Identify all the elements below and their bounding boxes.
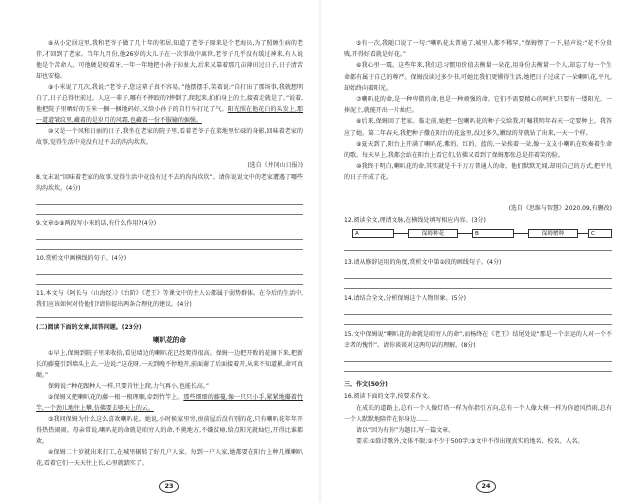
underlined-sentence: 阳光照在他花白的头发上,那一道道皱纹里,藏着的是岁月的风霜,也藏着一份不服输的倔强。: [36, 106, 303, 124]
morning-glory-article-part-1: [36, 348, 303, 469]
composition-task: 请以“因为有你”为题目,写一篇文章。: [356, 427, 455, 434]
answer-line: [344, 324, 612, 325]
paragraph-10: ⑩又是一个风和日丽的日子,我坐在老家的院子里,看着老爷子在菜地里忙碌的身影,回味着老家的故事,觉得生活中竟没有过不去的沟沟坎坎。: [36, 128, 303, 146]
answer-line: [344, 278, 612, 279]
paragraph-2: [36, 392, 303, 414]
paragraph-3: ③我问保姆为什么这么喜欢喇叭花。她说,小时候家里穷,房前屋后没有别的花,只有喇叭花年年开得热热闹闹。母亲常说,喇叭花的命就是咱穷人的命,不挑地方,不嫌贫瘠,给点阳光就灿烂,开得比谁都欢。: [36, 416, 303, 445]
question-9: 9.文章⑤⑨两段写小米的话,有什么作用?(4分): [36, 220, 157, 227]
page-gutter: [318, 0, 322, 502]
composition-prompt-text: 在成长的道路上,总有一个人像灯塔一样为你指引方向,总有一个人像大树一样为你遮风挡雨,总有一个人默默地陪伴在你身边……: [344, 405, 612, 423]
paragraph-8: ⑧从小定居这里,我和老爷子做了几十年的邻居,知道了老爷子原来是个老海员,为了照顾生病的老伴,才回到了老家。当年九月份,他26岁的大儿子在一次事故中离世,老爷子几乎没有缓过神来,有人说他是个苦命人。可他硬是咬着牙,一年一年地把小孙子拉扯大,后来又靠着那几亩薄田过日子,日子清苦却也安稳。: [36, 40, 303, 80]
article-source: (选自《思维与智慧》2020.09,有删改): [508, 205, 612, 212]
answer-line: [344, 371, 612, 372]
question-8: 8.文末说“回味着老家的故事,觉得生活中竟没有过不去的沟沟坎坎”。请你说说文中的老家遭遇了哪些沟沟坎坎。(4分): [36, 174, 303, 192]
question-10: 10.赏析文中画横线的句子。(4分): [36, 255, 127, 262]
paragraph-9: ⑨夏天到了,阳台上开满了喇叭花,紫的、红的、蓝的,一朵挨着一朵,像一支支小喇叭在吹奏着生命的歌。每天早上,我都会站在阳台上看它们,仿佛又看到了保姆那张总是挂着笑的脸。: [344, 140, 612, 160]
answer-line: [344, 361, 612, 362]
answer-line: [344, 314, 612, 315]
flow-connector: [514, 233, 528, 234]
answer-line: [36, 204, 303, 205]
morning-glory-article-part-2: [344, 38, 612, 184]
paragraph-1: ①早上,保姆到院子里来收拾,看见墙边的喇叭花已经爬得很高。保姆一边把开败的花摘下来,把新长的藤蔓引到墙头上去,一边说:“这花呀,一天到晚不停地开,前面谢了后面接着开,从来不知道累,命可真硬。”: [36, 350, 303, 379]
answer-line: [36, 239, 303, 240]
page-number: 24: [476, 480, 496, 493]
answer-line: [36, 249, 303, 250]
answer-line: [36, 214, 303, 215]
paragraph-8: ⑧后来,保姆回了老家。临走前,她把一包喇叭花的种子交给我,叮嘱我明年春天一定要种上。我答应了她。第二年春天,我把种子撒在阳台的花盆里,没过多久,嫩绿的芽就钻了出来,一天一个样。: [344, 118, 612, 137]
composition-heading: 三、作文(50分): [344, 381, 388, 388]
flow-step-1: 保姆种花: [408, 229, 458, 238]
flow-step-2: 保姆赠种: [528, 229, 578, 238]
paragraph-4: ④保姆二十岁就出来打工,在城里辗转了好几户人家。每到一户人家,她都要在阳台上种几棵喇叭花,看着它们一天天往上长,心里就踏实了。: [36, 449, 303, 467]
paragraph-2-text: ②保姆又把喇叭花的藤一根一根理顺,牵到竹竿上。: [48, 394, 184, 401]
page-number: 23: [159, 480, 179, 493]
paragraph-10: ⑩我终于明白,喇叭花的命,其实就是千千万万普通人的命。他们默默无闻,却用自己的方式,把平凡的日子开成了花。: [344, 163, 612, 182]
article-title: 喇叭花的命: [153, 336, 186, 344]
section-two-heading: (二)阅读下面的文章,回答问题。(23分): [36, 324, 142, 331]
question-11: 11.本文与《阿长与〈山海经〉》《台阶》《老王》等课文中的主人公都属于弱势群体。在今后的生活中,我们应该如何对待他们?请你提出两条合理化的建议。(4分): [36, 290, 303, 308]
paragraph-1-quote: 保姆说:“种花跟种人一样,只要肯往上爬,力气再小,也能长高。”: [48, 383, 209, 390]
flow-box-b: B: [472, 229, 514, 238]
answer-line: [36, 284, 303, 285]
flow-box-c: C: [588, 229, 612, 238]
question-14: 14.请结合全文,分析保姆这个人物形象。(5分): [344, 295, 466, 302]
paragraph-6: ⑥我心里一震。这些年来,我们总习惯用价值去衡量一朵花,用身份去衡量一个人,却忘了每一个生命都有属于自己的尊严。保姆没读过多少书,可她比我们更懂得生活,她把日子过成了一朵喇叭花,平凡,却始终向着阳光。: [344, 62, 612, 92]
question-16: 16.阅读下面的文字,按要求作文。: [344, 393, 434, 400]
flow-box-a: A: [352, 229, 394, 238]
answer-line: [344, 250, 612, 251]
article-source: (选自《井冈山日报》): [247, 162, 303, 169]
paragraph-5: ⑤有一次,我随口说了一句:“喇叭花太普通了,城里人都不稀罕。”保姆愣了一下,轻声说:“花不分贵贱,开得好看就是好花。”: [344, 40, 612, 59]
paragraph-7: ⑦喇叭花的命,是一种卑微的命,也是一种顽强的命。它们不需要精心的呵护,只要有一缕阳光、一捧泥土,就能开出一片灿烂。: [344, 96, 612, 115]
question-15: 15.文中保姆说“喇叭花的命就是咱穷人的命”,而杨绛在《老王》结尾处说“那是一个幸运的人对一个不幸者的愧怍”。请你谈谈对这两句话的理解。(8分): [344, 331, 612, 349]
answer-line: [36, 317, 303, 318]
answer-line: [36, 274, 303, 275]
flow-connector: [578, 233, 588, 234]
underlined-sentence: 那些细细的藤蔓,像一只只小手,紧紧地攥着竹竿,一个劲儿地往上攀,仿佛要去够天上的云。: [36, 394, 303, 412]
paragraph-9-text: ⑨小米说了几次,我说:“老爷子,您这辈子真不容易。”他摆摆手,笑着说:“自打出了那场事,我就想明白了,日子总得往前过。人这一辈子,哪有不摔跤的?摔倒了,爬起来,拍拍身上的土,接着走就是了。”说着,他把院子里晒好的玉米一捆一捆地码好,又给小孙子的自行车打足了气。: [36, 84, 303, 113]
question-12: 12.阅读全文,理清文脉,在横线处填写相应内容。(3分): [344, 217, 486, 224]
composition-prompt: [344, 403, 612, 447]
flow-connector: [394, 233, 408, 234]
paragraph-9: [36, 82, 303, 126]
previous-article-tail: [36, 38, 303, 148]
composition-requirements: 要求:①除诗歌外,文体不限;②不少于500字;③文中不得出现真实的地名、校名、人名。: [356, 438, 584, 445]
flow-connector: [458, 233, 472, 234]
question-13: 13.请从修辞运用的角度,赏析文中第②段的画线句子。(4分): [344, 259, 502, 266]
answer-line: [344, 288, 612, 289]
